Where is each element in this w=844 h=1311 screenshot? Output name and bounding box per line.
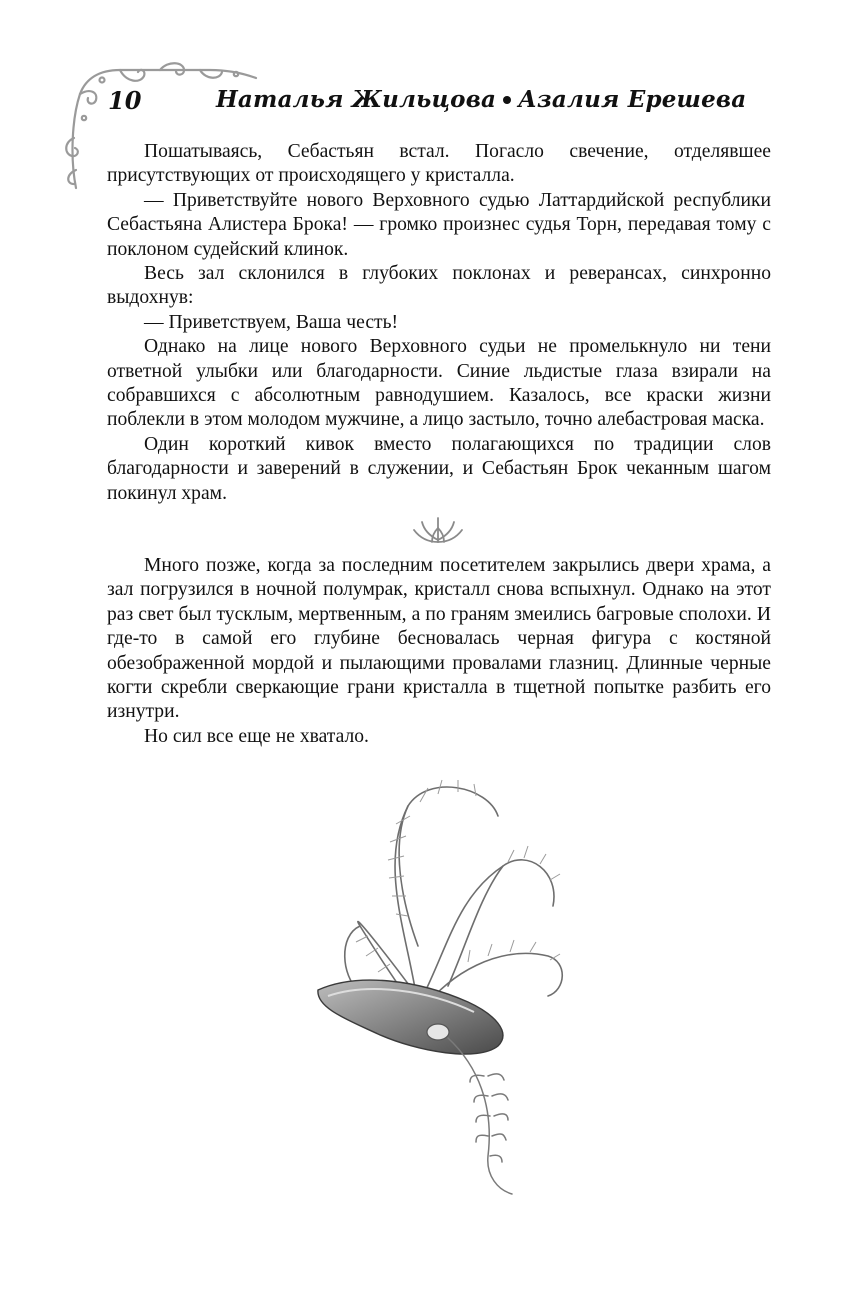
running-header (216, 86, 747, 113)
paragraph: — Приветствуйте нового Верховного судью Латтардийской республики Себастьяна Алистера Брока! — громко произнес судья Торн, передавая тому с поклоном судейский клинок. (107, 189, 771, 260)
separator-dot-icon (503, 96, 511, 104)
feathered-hat-illustration-icon (298, 776, 572, 1196)
paragraph: Весь зал склонился в глубоких поклонах и реверансах, синхронно выдохнув: (107, 263, 771, 309)
author-name-1: Наталья Жильцова (216, 86, 497, 113)
paragraph: — Приветствуем, Ваша честь! (144, 311, 399, 333)
paragraph: Один короткий кивок вместо полагающихся по традиции слов благодарности и заверений в служении, и Себастьян Брок чеканным шагом покинул храм. (107, 433, 771, 504)
text-section-1 (107, 140, 771, 506)
text-section-2 (107, 554, 771, 749)
paragraph: Много позже, когда за последним посетителем закрылись двери храма, а зал погрузился в ночной полумрак, кристалл снова вспыхнул. Однако на этот раз свет был тусклым, мертвенным, а по граням змеились багровые сполохи. И где-то в самой его глубине бесновалась черная фигура с костяной обезображенной мордой и пылающими провалами глазниц. Длинные черные когти скребли сверкающие грани кристалла в тщетной попытке разбить его изнутри. (107, 555, 771, 723)
author-name-2: Азалия Ерешева (518, 86, 747, 113)
page-number: 10 (108, 86, 142, 115)
paragraph: Но сил все еще не хватало. (144, 725, 369, 747)
paragraph: Пошатываясь, Себастьян встал. Погасло свечение, отделявшее присутствующих от происходящего у кристалла. (107, 141, 771, 187)
fleuron-divider-icon (412, 516, 464, 544)
paragraph: Однако на лице нового Верховного судьи не промелькнуло ни тени ответной улыбки или благодарности. Синие льдистые глаза взирали на собравшихся с абсолютным равнодушием. Казалось, все краски жизни поблекли в этом молодом мужчине, а лицо застыло, точно алебастровая маска. (107, 336, 771, 431)
